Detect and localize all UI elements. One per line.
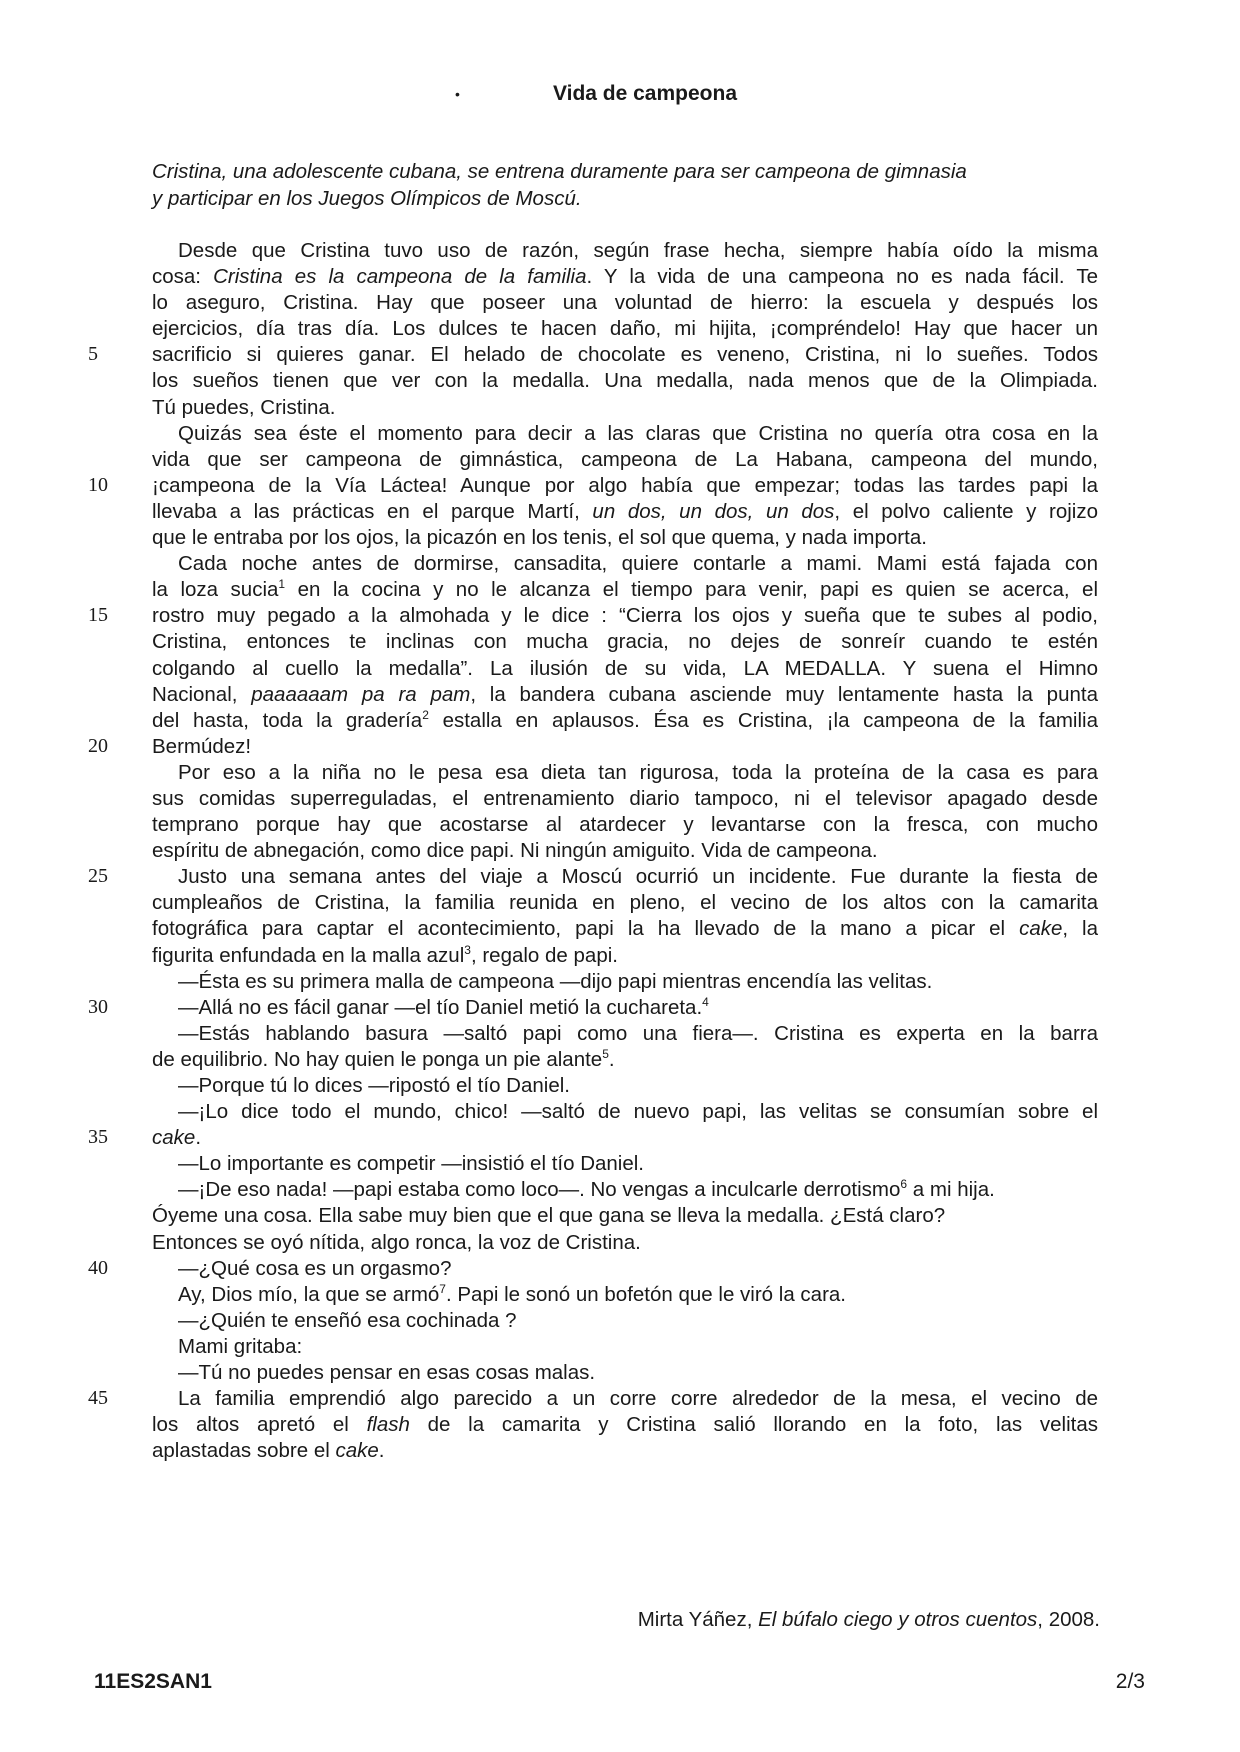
story-line-text: ejercicios, día tras día. Los dulces te hacen daño, mi hijita, ¡compréndelo! Hay que hacer un: [152, 317, 1098, 341]
line-number: 45: [88, 1387, 108, 1410]
story-line: [152, 499, 1098, 525]
story-line: [152, 1438, 1098, 1464]
story-line-text: Cada noche antes de dormirse, cansadita, quiere contarle a mami. Mami está fajada con: [178, 552, 1098, 576]
story-line-italic: Cristina es la campeona de la familia: [213, 265, 587, 289]
story-line-text: —¡De eso nada! —papi estaba como loco—. No vengas a inculcarle derrotismo: [178, 1178, 901, 1202]
story-line-text: cosa:: [152, 265, 214, 289]
story-line-text: fotográfica para captar el acontecimiento, papi la ha llevado de la mano a picar el: [152, 917, 1020, 941]
story-line-text: rostro muy pegado a la almohada y le dice : “Cierra los ojos y sueña que te subes al podio,: [152, 604, 1098, 628]
story-line-text: cumpleaños de Cristina, la familia reunida en pleno, el vecino de los altos con la camarita: [152, 891, 1098, 915]
story-line: [152, 1256, 1098, 1282]
page-number: 2/3: [1115, 1670, 1145, 1693]
story-line-text: figurita enfundada en la malla azul: [152, 943, 465, 967]
story-line: [152, 1125, 1098, 1151]
source-author: Mirta Yáñez,: [637, 1608, 759, 1631]
story-line: [152, 603, 1098, 629]
story-line-text: llevaba a las prácticas en el parque Martí,: [152, 499, 593, 523]
story-line: [152, 708, 1098, 734]
line-number: 35: [88, 1126, 108, 1149]
story-line-text: de la camarita y Cristina salió llorando en la foto, las velitas: [409, 1413, 1098, 1437]
story-line-text: sacrificio si quieres ganar. El helado de chocolate es veneno, Cristina, ni lo sueñes. Todos: [152, 343, 1098, 367]
line-number: 15: [88, 604, 108, 627]
story-line: [152, 525, 1098, 551]
story-line-text: del hasta, toda la gradería: [152, 708, 423, 732]
story-line-text: Nacional,: [152, 682, 252, 706]
story-line: [152, 656, 1098, 682]
story-line-text: Justo una semana antes del viaje a Moscú ocurrió un incidente. Fue durante la fiesta de: [178, 865, 1098, 889]
story-line: [152, 1230, 1098, 1256]
story-line-text: —Tú no puedes pensar en esas cosas malas.: [178, 1361, 596, 1385]
story-line: [152, 1177, 1098, 1203]
story-line: [152, 1073, 1098, 1099]
story-line: [152, 812, 1098, 838]
story-line: [152, 916, 1098, 942]
bullet-mark: •: [455, 86, 460, 102]
footnote-marker: 6: [900, 1177, 908, 1192]
intro-line: y participar en los Juegos Olímpicos de Moscú.: [152, 186, 582, 210]
story-line-text: , la bandera cubana asciende muy lentamente hasta la punta: [470, 682, 1098, 706]
story-line-text: .: [608, 1047, 615, 1071]
story-line: [152, 1360, 1098, 1386]
story-line-text: vida que ser campeona de gimnástica, campeona de La Habana, campeona del mundo,: [152, 447, 1098, 471]
line-number: 10: [88, 473, 108, 496]
footnote-marker: 3: [464, 942, 471, 957]
story-line-text: —Ésta es su primera malla de campeona —dijo papi mientras encendía las velitas.: [178, 969, 933, 993]
footnote-marker: 4: [702, 994, 709, 1009]
story-line: [152, 447, 1098, 473]
intro-line: Cristina, una adolescente cubana, se entrena duramente para ser campeona de gimnasia: [152, 160, 967, 183]
story-line: [152, 760, 1098, 786]
line-number: 20: [88, 734, 108, 757]
story-line-text: —Allá no es fácil ganar —el tío Daniel metió la cuchareta.: [178, 995, 703, 1019]
story-line-text: Entonces se oyó nítida, algo ronca, la voz de Cristina.: [152, 1230, 641, 1254]
story-line: [152, 1047, 1098, 1073]
line-number: 40: [88, 1256, 108, 1279]
story-line-text: —¡Lo dice todo el mundo, chico! —saltó de nuevo papi, las velitas se consumían sobre el: [178, 1100, 1098, 1124]
story-line-text: sus comidas superreguladas, el entrenamiento diario tampoco, ni el televisor apagado desde: [152, 786, 1098, 810]
story-line-text: . Y la vida de una campeona no es nada fácil. Te: [586, 265, 1098, 289]
story-line-italic: flash: [366, 1413, 410, 1437]
story-line: [152, 890, 1098, 916]
story-line: [152, 1099, 1098, 1125]
story-line: [152, 1021, 1098, 1047]
story-line-italic: un dos, un dos, un dos: [592, 499, 835, 523]
story-line-text: la loza sucia: [152, 578, 279, 602]
story-line: [152, 995, 1098, 1021]
story-line: [152, 264, 1098, 290]
story-line-text: .: [195, 1126, 202, 1150]
story-line-text: lo aseguro, Cristina. Hay que poseer una voluntad de hierro: la escuela y después los: [152, 291, 1098, 315]
source-citation: [638, 1608, 1100, 1632]
story-line: [152, 551, 1098, 577]
story-line: [152, 1203, 1098, 1229]
source-year: , 2008.: [1037, 1608, 1100, 1631]
story-line: [152, 1334, 1098, 1360]
story-line-italic: cake: [152, 1126, 196, 1150]
story-line: [152, 682, 1098, 708]
footnote-marker: 1: [278, 577, 286, 592]
story-line-text: Ay, Dios mío, la que se armó: [178, 1282, 440, 1306]
story-line-text: .: [378, 1439, 385, 1463]
story-line-text: —¿Quién te enseñó esa cochinada ?: [178, 1308, 517, 1332]
story-line: [152, 421, 1098, 447]
footnote-marker: 2: [422, 707, 429, 722]
line-number: 25: [88, 865, 108, 888]
story-line-text: ¡campeona de la Vía Láctea! Aunque por algo había que empezar; todas las tardes papi la: [152, 473, 1098, 497]
story-line-text: —Lo importante es competir —insistió el tío Daniel.: [178, 1152, 645, 1176]
story-line: [152, 577, 1098, 603]
story-line: [152, 290, 1098, 316]
story-line-text: Por eso a la niña no le pesa esa dieta tan rigurosa, toda la proteína de la casa es para: [178, 760, 1098, 784]
story-line-text: , regalo de papi.: [470, 943, 618, 967]
story-line: [152, 342, 1098, 368]
page-title: Vida de campeona: [552, 82, 738, 105]
story-line: [152, 734, 1098, 760]
story-line-text: estalla en aplausos. Ésa es Cristina, ¡la campeona de la familia: [428, 708, 1098, 732]
story-line-text: Óyeme una cosa. Ella sabe muy bien que el que gana se lleva la medalla. ¿Está claro?: [152, 1204, 946, 1228]
line-number: 5: [88, 343, 98, 366]
story-line: [152, 395, 1098, 421]
story-line: [152, 838, 1098, 864]
story-line: [152, 1282, 1098, 1308]
story-line-text: los sueños tienen que ver con la medalla. Una medalla, nada menos que de la Olimpiada.: [152, 369, 1098, 393]
story-line-italic: paaaaaam pa ra pam: [251, 682, 471, 706]
story-line-text: aplastadas sobre el: [152, 1439, 336, 1463]
line-number: 30: [88, 995, 108, 1018]
story-line-text: La familia emprendió algo parecido a un corre corre alrededor de la mesa, el vecino de: [178, 1387, 1098, 1411]
story-line-text: en la cocina y no le alcanza el tiempo para venir, papi es quien se acerca, el: [285, 578, 1099, 602]
story-line: [152, 316, 1098, 342]
story-line: [152, 969, 1098, 995]
story-line-italic: cake: [335, 1439, 379, 1463]
source-work: El búfalo ciego y otros cuentos: [758, 1608, 1038, 1631]
footnote-marker: 5: [602, 1047, 609, 1062]
story-line-italic: cake: [1019, 917, 1063, 941]
story-line-text: Cristina, entonces te inclinas con mucha gracia, no dejes de sonreír cuando te estén: [152, 630, 1098, 654]
story-line: [152, 629, 1098, 655]
story-line: [152, 786, 1098, 812]
story-line-text: espíritu de abnegación, como dice papi. Ni ningún amiguito. Vida de campeona.: [152, 839, 878, 863]
story-line-text: de equilibrio. No hay quien le ponga un pie alante: [152, 1047, 603, 1071]
story-line-text: que le entraba por los ojos, la picazón en los tenis, el sol que quema, y nada importa.: [152, 526, 927, 550]
story-line-text: colgando al cuello la medalla”. La ilusión de su vida, LA MEDALLA. Y suena el Himno: [152, 656, 1098, 680]
story-line-text: . Papi le sonó un bofetón que le viró la cara.: [445, 1282, 846, 1306]
story-line: [152, 1386, 1098, 1412]
story-line-text: Tú puedes, Cristina.: [152, 395, 336, 419]
story-line-text: —¿Qué cosa es un orgasmo?: [178, 1256, 452, 1280]
story-line-text: —Estás hablando basura —saltó papi como una fiera—. Cristina es experta en la barra: [178, 1021, 1098, 1045]
story-line-text: los altos apretó el: [152, 1413, 367, 1437]
story-line: [152, 473, 1098, 499]
story-line: [152, 864, 1098, 890]
story-line-text: Bermúdez!: [152, 734, 252, 758]
story-line-text: Quizás sea éste el momento para decir a las claras que Cristina no quería otra cosa en la: [178, 421, 1098, 445]
story-line: [152, 1412, 1098, 1438]
intro-paragraph: [152, 159, 1082, 212]
story-line: [152, 368, 1098, 394]
story-line-text: , la: [1062, 917, 1098, 941]
story-line-text: Desde que Cristina tuvo uso de razón, según frase hecha, siempre había oído la misma: [178, 239, 1098, 262]
story-line: [152, 943, 1098, 969]
story-line-text: Mami gritaba:: [178, 1334, 303, 1358]
footnote-marker: 7: [439, 1281, 446, 1296]
story-line: [152, 238, 1098, 264]
story-line-text: temprano porque hay que acostarse al atardecer y levantarse con la fresca, con mucho: [152, 813, 1098, 837]
story-line-text: a mi hija.: [907, 1178, 995, 1202]
story-line: [152, 1308, 1098, 1334]
story-line-text: —Porque tú lo dices —ripostó el tío Daniel.: [178, 1074, 570, 1097]
exam-code: 11ES2SAN1: [94, 1670, 212, 1693]
story-text: [152, 238, 1098, 1464]
story-line: [152, 1151, 1098, 1177]
story-line-text: , el polvo caliente y rojizo: [834, 499, 1098, 523]
